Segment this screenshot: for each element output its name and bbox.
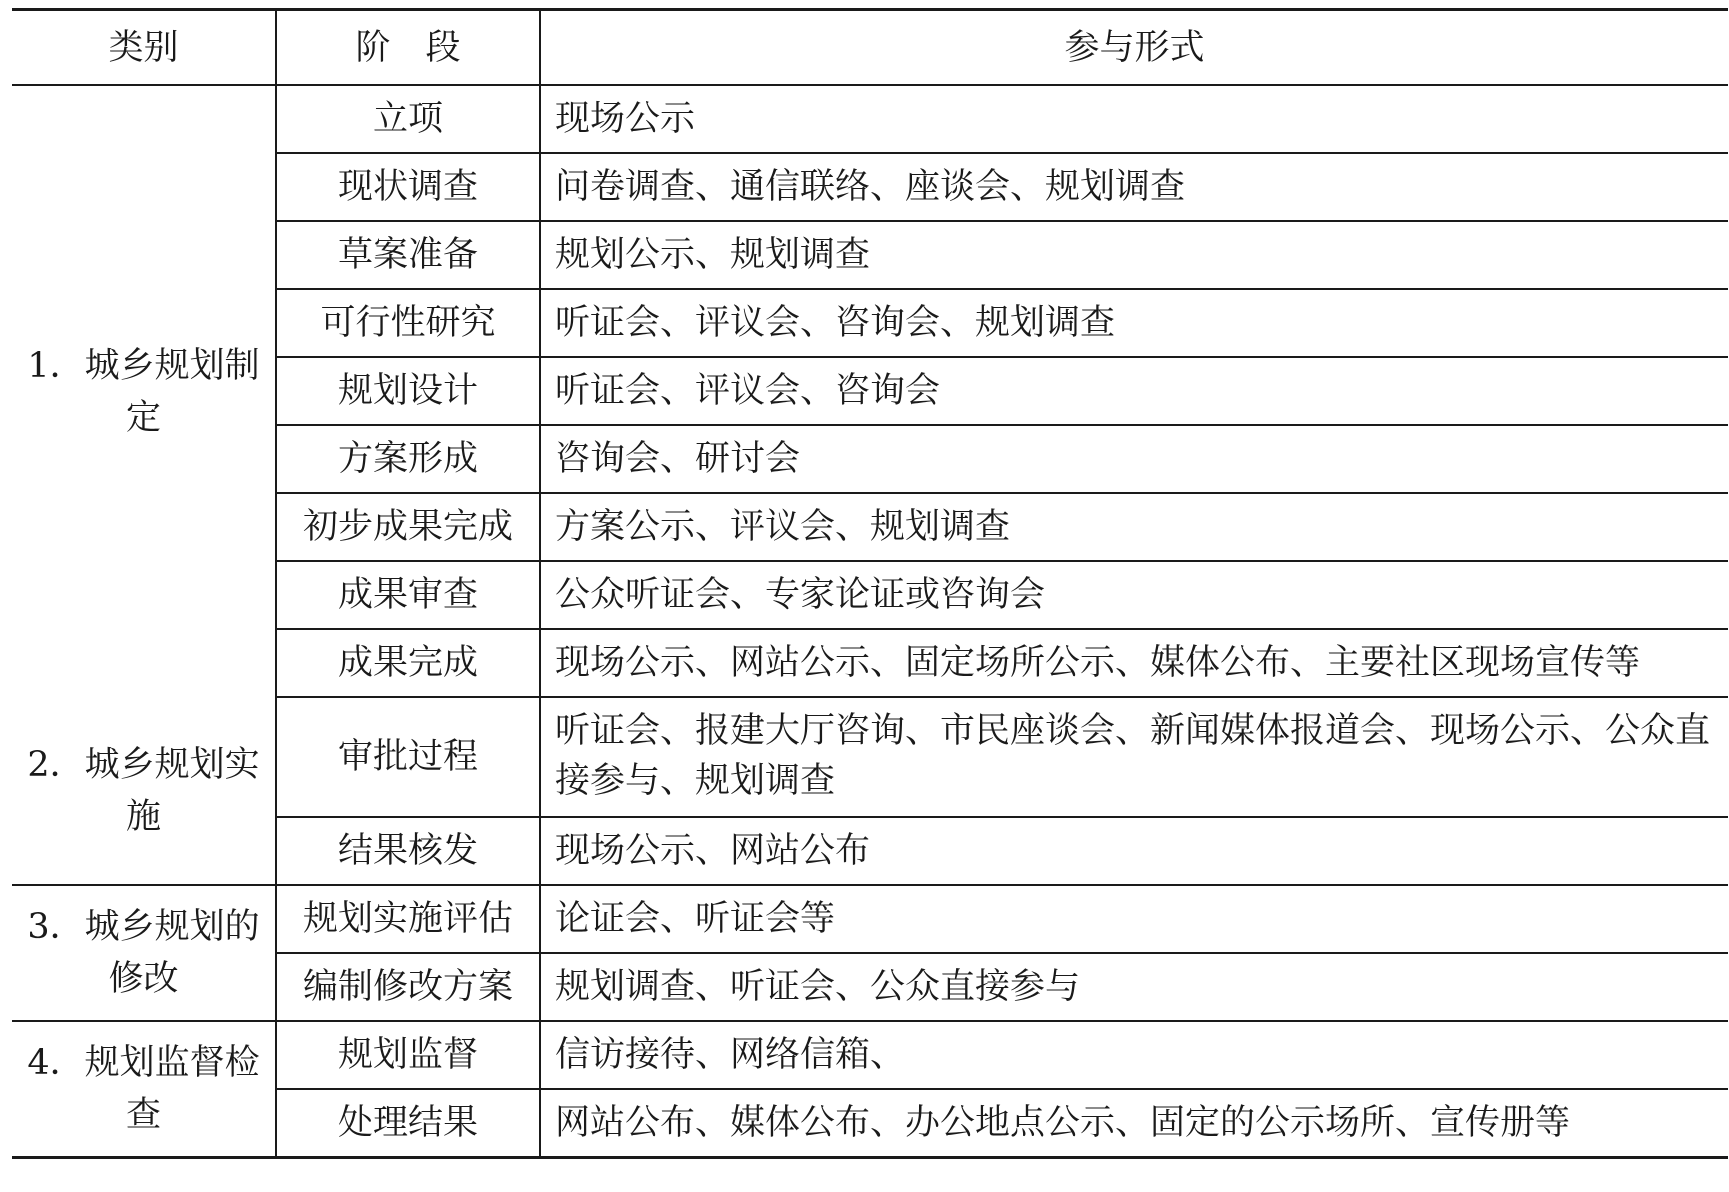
form-cell: 网站公布、媒体公布、办公地点公示、固定的公示场所、宣传册等: [555, 1103, 1571, 1143]
stage-cell: 成果完成: [276, 629, 540, 697]
category-cell: [12, 1021, 276, 1158]
form-cell: 公众听证会、专家论证或咨询会: [540, 561, 1728, 629]
stage-cell: 处理结果: [276, 1089, 540, 1158]
form-cell: 论证会、听证会等: [540, 885, 1728, 953]
category-cell: [12, 85, 276, 697]
category-label: 4．规划监督检查: [27, 1043, 260, 1135]
category-label: 2．城乡规划实施: [27, 744, 260, 837]
form-cell: 现场公示、网站公布: [540, 817, 1728, 885]
form-cell: 规划调查、听证会、公众直接参与: [540, 953, 1728, 1021]
stage-cell: 审批过程: [276, 697, 540, 817]
table-row: [12, 697, 1728, 817]
header-category: 类别: [12, 10, 276, 86]
stage-cell: 编制修改方案: [276, 953, 540, 1021]
form-cell: 方案公示、评议会、规划调查: [540, 493, 1728, 561]
stage-cell: 规划监督: [276, 1021, 540, 1089]
header-form: 参与形式: [540, 10, 1728, 86]
table-row: [12, 1021, 1728, 1089]
stage-cell: 成果审查: [276, 561, 540, 629]
stage-cell: 规划设计: [276, 357, 540, 425]
category-cell: [12, 885, 276, 1021]
form-cell: 现场公示: [540, 85, 1728, 153]
stage-cell: 方案形成: [276, 425, 540, 493]
form-cell: 咨询会、研讨会: [540, 425, 1728, 493]
stage-cell: 可行性研究: [276, 289, 540, 357]
stage-cell: 草案准备: [276, 221, 540, 289]
header-stage: 阶 段: [276, 10, 540, 86]
stage-cell: 立项: [276, 85, 540, 153]
form-cell: 现场公示、网站公示、固定场所公示、媒体公布、主要社区现场宣传等: [540, 629, 1728, 697]
category-label: 3．城乡规划的修改: [27, 907, 260, 999]
form-cell: 问卷调查、通信联络、座谈会、规划调查: [540, 153, 1728, 221]
table-row: [12, 85, 1728, 153]
category-label: 1．城乡规划制定: [27, 345, 260, 438]
public-participation-table: [12, 8, 1728, 1159]
form-cell: 听证会、评议会、咨询会: [540, 357, 1728, 425]
form-cell: 听证会、报建大厅咨询、市民座谈会、新闻媒体报道会、现场公示、公众直接参与、规划调查: [540, 697, 1728, 817]
table-row: [12, 885, 1728, 953]
category-cell: [12, 697, 276, 885]
form-cell: 信访接待、网络信箱、: [540, 1021, 1728, 1089]
stage-cell: 初步成果完成: [276, 493, 540, 561]
form-cell: 听证会、评议会、咨询会、规划调查: [540, 289, 1728, 357]
stage-cell: 规划实施评估: [276, 885, 540, 953]
stage-cell: 结果核发: [276, 817, 540, 885]
table-header-row: [12, 10, 1728, 86]
form-cell: 规划公示、规划调查: [540, 221, 1728, 289]
stage-cell: 现状调查: [276, 153, 540, 221]
